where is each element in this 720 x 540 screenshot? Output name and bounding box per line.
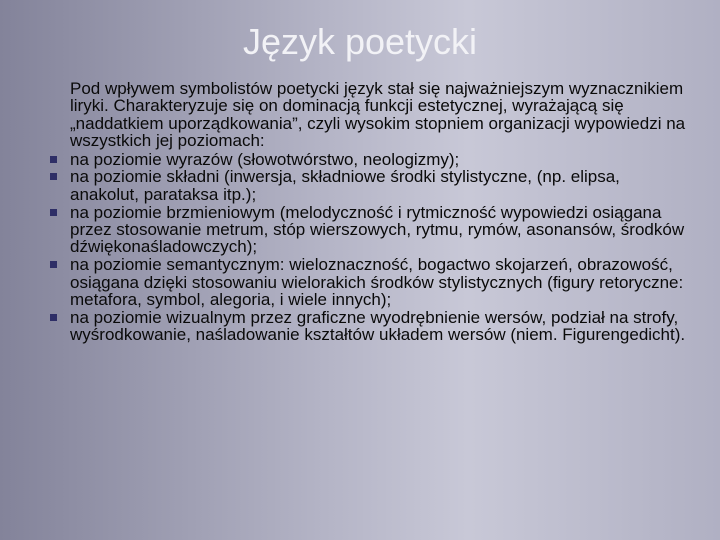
square-bullet-icon — [50, 261, 57, 268]
list-item — [50, 168, 690, 203]
list-item — [50, 151, 690, 168]
bullet-list — [50, 151, 690, 344]
square-bullet-icon — [50, 209, 57, 216]
slide-body — [50, 80, 690, 344]
list-item-text: na poziomie brzmieniowym (melodyczność i rytmiczność wypowiedzi osiągana przez stosowanie metrum, stóp wierszowych, rytmu, rymów, asonansów, środków dźwiękonaśladowczych); — [70, 202, 685, 257]
square-bullet-icon — [50, 173, 57, 180]
list-item-text: na poziomie wyrazów (słowotwórstwo, neologizmy); — [70, 149, 460, 169]
square-bullet-icon — [50, 314, 57, 321]
intro-paragraph: Pod wpływem symbolistów poetycki język stał się najważniejszym wyznacznikiem liryki. Charakteryzuje się on dominacją funkcji estetycznej, wyrażającą się „naddatkiem uporządkowania”, czyli wysokim stopniem organizacji wypowiedzi na wszystkich jej poziomach: — [70, 79, 686, 151]
list-item — [50, 256, 690, 308]
list-item — [50, 309, 690, 344]
list-item-text: na poziomie semantycznym: wieloznaczność, bogactwo skojarzeń, obrazowość, osiągana dzięki stosowaniu wielorakich środków stylistycznych (figury retoryczne: metafora, symbol, alegoria, i wiele innych); — [70, 255, 684, 310]
slide-title: Język poetycki — [242, 21, 478, 62]
square-bullet-icon — [50, 156, 57, 163]
list-item-text: na poziomie składni (inwersja, składniowe środki stylistyczne, (np. elipsa, anakolut, parataksa itp.); — [70, 167, 620, 204]
list-item — [50, 204, 690, 256]
list-item-text: na poziomie wizualnym przez graficzne wyodrębnienie wersów, podział na strofy, wyśrodkowanie, naśladowanie kształtów układem wersów (niem. Figurengedicht). — [70, 307, 686, 345]
